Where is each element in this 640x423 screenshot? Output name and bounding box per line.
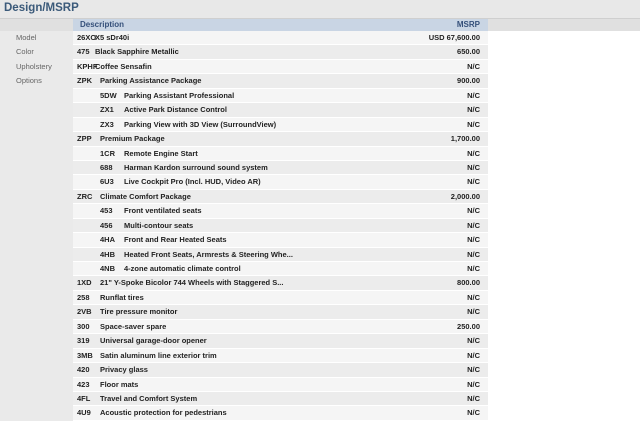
option-price: N/C xyxy=(467,177,480,187)
option-code: 6U3 xyxy=(100,177,114,187)
row-blank-cell xyxy=(488,248,640,262)
row-label-cell xyxy=(0,262,73,276)
table-row xyxy=(0,89,640,103)
option-price: N/C xyxy=(467,249,480,259)
option-description: Satin aluminum line exterior trim xyxy=(100,350,217,360)
option-description: Front ventilated seats xyxy=(124,206,202,216)
msrp-table xyxy=(0,31,640,421)
option-price: N/C xyxy=(467,235,480,245)
row-label-cell xyxy=(0,45,73,59)
row-blank-cell xyxy=(488,147,640,161)
row-blank-cell xyxy=(488,74,640,88)
option-description: Black Sapphire Metallic xyxy=(95,47,179,57)
option-code: 456 xyxy=(100,220,113,230)
row-blank-cell xyxy=(488,89,640,103)
option-code: 4NB xyxy=(100,264,116,273)
row-label-cell xyxy=(0,320,73,334)
table-row xyxy=(0,118,640,132)
option-description: Front and Rear Heated Seats xyxy=(124,235,227,245)
row-label-cell xyxy=(0,204,73,218)
column-header-description: Description xyxy=(80,20,125,29)
row-label-cell xyxy=(0,103,73,117)
option-price: 650.00 xyxy=(457,47,480,57)
row-blank-cell xyxy=(488,363,640,377)
table-row xyxy=(0,305,640,319)
row-label-cell xyxy=(0,349,73,363)
option-description: Parking Assistant Professional xyxy=(124,90,235,100)
option-code: ZX3 xyxy=(100,119,114,129)
option-code: KPHF xyxy=(77,61,98,71)
option-code: 319 xyxy=(77,336,90,346)
option-price: N/C xyxy=(467,307,480,317)
option-price: N/C xyxy=(467,393,480,403)
row-main-cell xyxy=(73,31,488,45)
option-description: Multi-contour seats xyxy=(124,220,194,230)
option-description: Floor mats xyxy=(100,379,139,389)
option-code: ZPK xyxy=(77,76,92,86)
table-row xyxy=(0,132,640,146)
row-blank-cell xyxy=(488,103,640,117)
row-label-cell xyxy=(0,190,73,204)
option-description: Parking Assistance Package xyxy=(100,76,202,86)
table-row xyxy=(0,406,640,420)
option-code: 1XD xyxy=(77,278,92,288)
option-code: 26XO xyxy=(77,33,97,42)
option-description: 21" Y-Spoke Bicolor 744 Wheels with Staggered S... xyxy=(100,278,284,288)
option-price: 1,700.00 xyxy=(450,134,480,144)
option-description: Active Park Distance Control xyxy=(124,105,227,115)
table-row xyxy=(0,190,640,204)
row-blank-cell xyxy=(488,378,640,392)
row-label-cell xyxy=(0,276,73,290)
table-row xyxy=(0,320,640,334)
row-blank-cell xyxy=(488,219,640,233)
option-code: ZRC xyxy=(77,191,93,201)
option-description: Heated Front Seats, Armrests & Steering Whe... xyxy=(124,249,293,259)
row-label-cell xyxy=(0,147,73,161)
row-label-cell xyxy=(0,363,73,377)
row-category-label: Upholstery xyxy=(16,61,52,71)
table-row xyxy=(0,363,640,377)
row-category-label: Options xyxy=(16,76,42,86)
row-blank-cell xyxy=(488,349,640,363)
row-blank-cell xyxy=(488,118,640,132)
row-label-cell xyxy=(0,219,73,233)
table-row xyxy=(0,378,640,392)
option-code: 688 xyxy=(100,162,113,172)
row-blank-cell xyxy=(488,262,640,276)
option-price: N/C xyxy=(467,119,480,129)
table-row xyxy=(0,45,640,59)
option-price: N/C xyxy=(467,206,480,216)
row-blank-cell xyxy=(488,392,640,406)
option-description: Harman Kardon surround sound system xyxy=(124,162,268,172)
option-code: 420 xyxy=(77,365,90,375)
row-label-cell xyxy=(0,248,73,262)
option-price: N/C xyxy=(467,220,480,230)
row-label-cell xyxy=(0,118,73,132)
row-label-cell xyxy=(0,89,73,103)
option-description: 4-zone automatic climate control xyxy=(124,264,241,273)
row-label-cell xyxy=(0,175,73,189)
option-price: N/C xyxy=(467,350,480,360)
option-description: X5 sDr40i xyxy=(95,33,130,42)
option-description: Parking View with 3D View (SurroundView) xyxy=(124,119,277,129)
option-code: 5DW xyxy=(100,90,117,100)
option-description: Tire pressure monitor xyxy=(100,307,178,317)
option-code: 4HA xyxy=(100,235,116,245)
option-description: Premium Package xyxy=(100,134,165,144)
option-code: 3MB xyxy=(77,350,93,360)
option-price: N/C xyxy=(467,365,480,375)
option-price: USD 67,600.00 xyxy=(428,33,480,42)
option-price: N/C xyxy=(467,379,480,389)
option-code: 258 xyxy=(77,292,90,302)
table-row xyxy=(0,262,640,276)
page-header xyxy=(0,0,640,19)
option-price: N/C xyxy=(467,148,480,158)
option-price: N/C xyxy=(467,292,480,302)
option-code: 453 xyxy=(100,206,113,216)
option-price: N/C xyxy=(467,264,480,273)
option-description: Runflat tires xyxy=(100,292,144,302)
row-blank-cell xyxy=(488,233,640,247)
table-row xyxy=(0,291,640,305)
option-description: Remote Engine Start xyxy=(124,148,198,158)
row-blank-cell xyxy=(488,45,640,59)
option-code: 2VB xyxy=(77,307,92,317)
row-blank-cell xyxy=(488,31,640,45)
option-code: 4U9 xyxy=(77,408,91,418)
option-price: 2,000.00 xyxy=(450,191,480,201)
option-description: Privacy glass xyxy=(100,365,148,375)
option-code: ZPP xyxy=(77,134,92,144)
option-price: 900.00 xyxy=(457,76,480,86)
row-blank-cell xyxy=(488,161,640,175)
table-row xyxy=(0,147,640,161)
row-label-cell xyxy=(0,392,73,406)
row-blank-cell xyxy=(488,291,640,305)
table-row xyxy=(0,219,640,233)
option-description: Travel and Comfort System xyxy=(100,393,198,403)
row-blank-cell xyxy=(488,204,640,218)
row-blank-cell xyxy=(488,190,640,204)
table-row xyxy=(0,161,640,175)
option-code: 4FL xyxy=(77,393,91,403)
row-blank-cell xyxy=(488,406,640,420)
table-row xyxy=(0,74,640,88)
row-label-cell xyxy=(0,305,73,319)
row-blank-cell xyxy=(488,276,640,290)
row-category-label: Model xyxy=(16,33,37,42)
row-blank-cell xyxy=(488,132,640,146)
option-description: Acoustic protection for pedestrians xyxy=(100,408,227,418)
option-code: 423 xyxy=(77,379,90,389)
row-blank-cell xyxy=(488,175,640,189)
table-row xyxy=(0,349,640,363)
option-code: 300 xyxy=(77,321,90,331)
option-price: N/C xyxy=(467,105,480,115)
option-description: Coffee Sensafin xyxy=(95,61,152,71)
page-title: Design/MSRP xyxy=(4,2,79,14)
table-row xyxy=(0,60,640,74)
table-row xyxy=(0,276,640,290)
table-row xyxy=(0,392,640,406)
option-code: 475 xyxy=(77,47,90,57)
table-row xyxy=(0,103,640,117)
option-price: N/C xyxy=(467,162,480,172)
row-label-cell xyxy=(0,233,73,247)
option-description: Live Cockpit Pro (Incl. HUD, Video AR) xyxy=(124,177,261,187)
row-label-cell xyxy=(0,291,73,305)
option-price: N/C xyxy=(467,90,480,100)
row-label-cell xyxy=(0,406,73,420)
option-price: N/C xyxy=(467,408,480,418)
option-description: Universal garage-door opener xyxy=(100,336,207,346)
row-label-cell xyxy=(0,161,73,175)
column-header-msrp: MSRP xyxy=(456,20,480,29)
table-row xyxy=(0,233,640,247)
row-blank-cell xyxy=(488,305,640,319)
row-blank-cell xyxy=(488,320,640,334)
option-price: N/C xyxy=(467,336,480,346)
table-row xyxy=(0,248,640,262)
table-row xyxy=(0,204,640,218)
option-price: 800.00 xyxy=(457,278,480,288)
row-label-cell xyxy=(0,132,73,146)
row-label-cell xyxy=(0,334,73,348)
option-code: 4HB xyxy=(100,249,116,259)
table-row xyxy=(0,31,640,45)
row-label-cell xyxy=(0,378,73,392)
row-label-cell xyxy=(0,31,73,45)
option-code: 1CR xyxy=(100,148,116,158)
option-price: N/C xyxy=(467,61,480,71)
option-description: Space-saver spare xyxy=(100,321,167,331)
row-blank-cell xyxy=(488,60,640,74)
option-description: Climate Comfort Package xyxy=(100,191,191,201)
option-price: 250.00 xyxy=(457,321,480,331)
row-category-label: Color xyxy=(16,47,34,57)
table-row xyxy=(0,334,640,348)
option-code: ZX1 xyxy=(100,105,114,115)
table-row xyxy=(0,175,640,189)
row-blank-cell xyxy=(488,334,640,348)
